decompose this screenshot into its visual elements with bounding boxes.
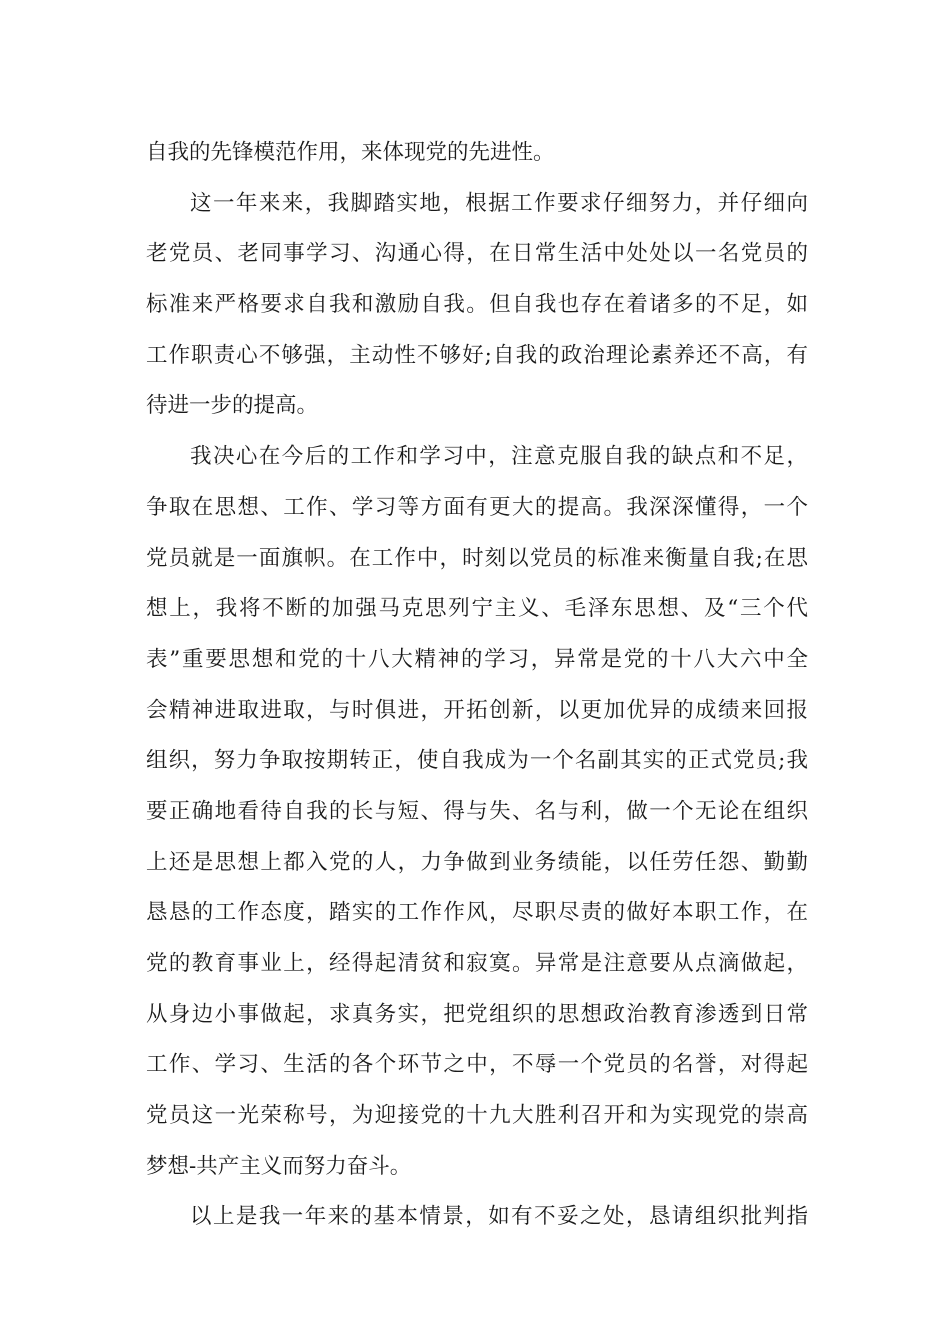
text-line: 争取在思想、工作、学习等方面有更大的提高。我深深懂得，一个 xyxy=(146,494,808,520)
text-line: 自我的先锋模范作用，来体现党的先进性。 xyxy=(146,140,555,165)
text-line: 梦想-共产主义而努力奋斗。 xyxy=(146,1153,412,1179)
text-line: 工作职责心不够强，主动性不够好;自我的政治理论素养还不高，有 xyxy=(146,342,808,368)
paragraph-first-line: 我决心在今后的工作和学习中，注意克服自我的缺点和不足， xyxy=(190,444,808,470)
text-line: 恳恳的工作态度，踏实的工作作风，尽职尽责的做好本职工作，在 xyxy=(146,900,808,926)
text-line: 组织，努力争取按期转正，使自我成为一个名副其实的正式党员;我 xyxy=(146,748,808,774)
text-line: 表”重要思想和党的十八大精神的学习，异常是党的十八大六中全 xyxy=(146,646,808,672)
text-line: 从身边小事做起，求真务实，把党组织的思想政治教育渗透到日常 xyxy=(146,1001,808,1027)
paragraph-first-line: 这一年来来，我脚踏实地，根据工作要求仔细努力，并仔细向 xyxy=(190,190,808,216)
text-line: 党员就是一面旗帜。在工作中，时刻以党员的标准来衡量自我;在思 xyxy=(146,545,808,571)
text-line: 党的教育事业上，经得起清贫和寂寞。异常是注意要从点滴做起， xyxy=(146,951,808,976)
text-line: 待进一步的提高。 xyxy=(146,393,319,419)
document-body xyxy=(146,128,808,1243)
text-line: 老党员、老同事学习、沟通心得，在日常生活中处处以一名党员的 xyxy=(146,241,808,267)
text-line: 工作、学习、生活的各个环节之中，不辱一个党员的名誉，对得起 xyxy=(146,1052,808,1078)
text-line: 要正确地看待自我的长与短、得与失、名与利，做一个无论在组织 xyxy=(146,798,808,824)
text-line: 党员这一光荣称号，为迎接党的十九大胜利召开和为实现党的崇高 xyxy=(146,1103,808,1129)
paragraph-first-line: 以上是我一年来的基本情景，如有不妥之处，恳请组织批判指 xyxy=(190,1204,808,1230)
text-line: 上还是思想上都入党的人，力争做到业务绩能，以任劳任怨、勤勤 xyxy=(146,849,808,875)
text-line: 标准来严格要求自我和激励自我。但自我也存在着诸多的不足，如 xyxy=(146,292,808,318)
text-line: 会精神进取进取，与时俱进，开拓创新，以更加优异的成绩来回报 xyxy=(146,697,808,723)
text-line: 想上，我将不断的加强马克思列宁主义、毛泽东思想、及“三个代 xyxy=(146,596,808,622)
